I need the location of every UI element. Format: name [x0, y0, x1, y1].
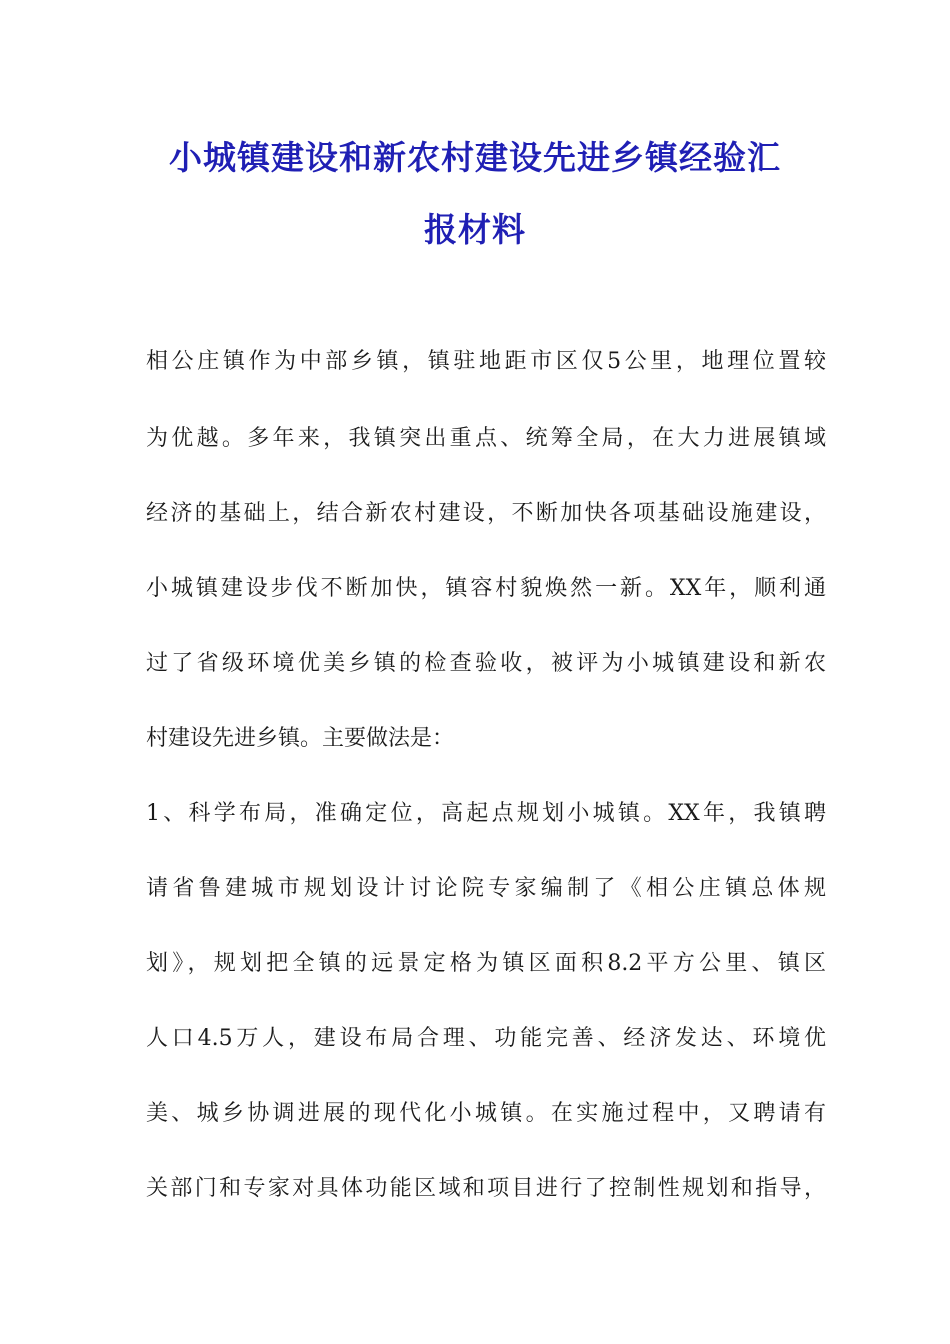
body-line: 1、科学布局，准确定位，高起点规划小城镇。XX年，我镇聘 — [146, 801, 826, 826]
body-line: 人口4.5万人，建设布局合理、功能完善、经济发达、环境优 — [146, 1026, 826, 1051]
body-line: 请省鲁建城市规划设计讨论院专家编制了《相公庄镇总体规 — [146, 876, 826, 901]
body-line: 美、城乡协调进展的现代化小城镇。在实施过程中，又聘请有 — [146, 1101, 826, 1126]
body-line: 划》，规划把全镇的远景定格为镇区面积8.2平方公里、镇区 — [146, 951, 826, 976]
body-line: 经济的基础上，结合新农村建设，不断加快各项基础设施建设， — [146, 501, 826, 526]
body-line: 相公庄镇作为中部乡镇，镇驻地距市区仅5公里，地理位置较 — [146, 349, 826, 374]
body-line: 村建设先进乡镇。主要做法是： — [146, 726, 455, 751]
document-title-line-1: 小城镇建设和新农村建设先进乡镇经验汇 — [169, 138, 781, 177]
body-line: 为优越。多年来，我镇突出重点、统筹全局，在大力进展镇域 — [146, 426, 826, 451]
body-line: 小城镇建设步伐不断加快，镇容村貌焕然一新。XX年，顺利通 — [146, 576, 826, 601]
body-line: 过了省级环境优美乡镇的检查验收，被评为小城镇建设和新农 — [146, 651, 826, 676]
document-title-line-2: 报材料 — [424, 210, 526, 249]
body-line: 关部门和专家对具体功能区域和项目进行了控制性规划和指导， — [146, 1176, 826, 1201]
